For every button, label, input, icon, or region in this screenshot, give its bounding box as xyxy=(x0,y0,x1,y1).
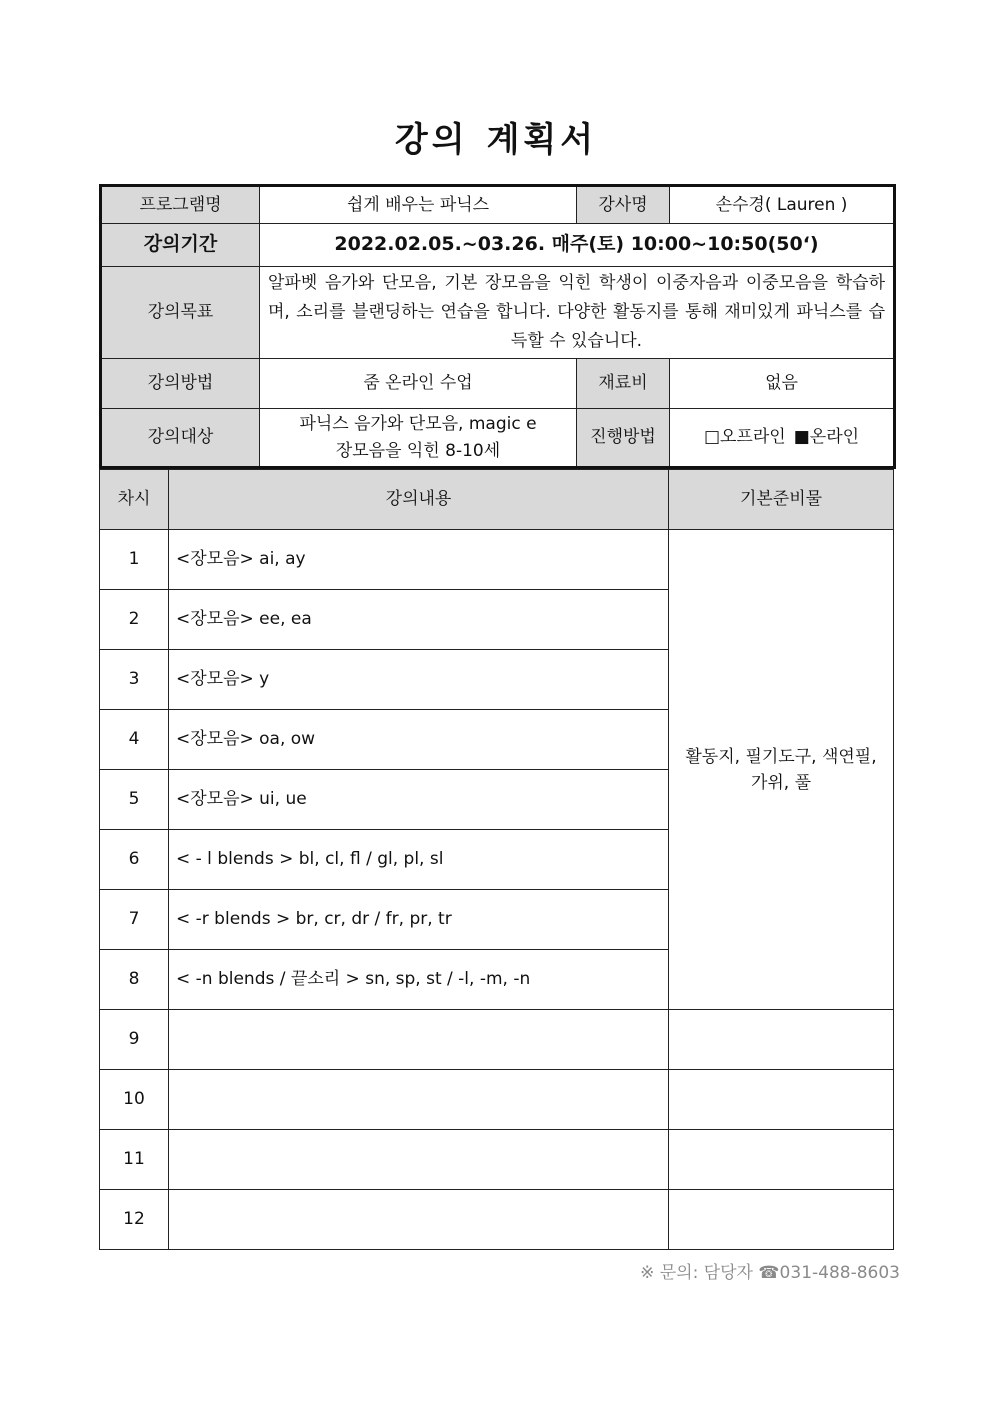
session-materials xyxy=(669,1010,894,1070)
session-header: 차시 xyxy=(100,470,169,530)
instructor-value: 손수경( Lauren ) xyxy=(670,186,895,224)
materials-line-1: 활동지, 필기도구, 색연필, xyxy=(685,746,877,767)
info-row-target xyxy=(101,409,895,468)
mode-value xyxy=(670,409,895,468)
fee-label: 재료비 xyxy=(577,359,670,409)
title-word-1: 강의 xyxy=(394,120,469,160)
info-row-period xyxy=(101,224,895,267)
fee-value: 없음 xyxy=(670,359,895,409)
session-content: <장모음> y xyxy=(169,650,669,710)
target-label: 강의대상 xyxy=(101,409,260,468)
document-title xyxy=(0,112,992,161)
goal-label: 강의목표 xyxy=(101,267,260,359)
mode-online: 온라인 xyxy=(809,427,860,448)
session-content: <장모음> oa, ow xyxy=(169,710,669,770)
schedule-table xyxy=(99,469,894,1250)
session-content xyxy=(169,1190,669,1250)
session-number: 7 xyxy=(100,890,169,950)
session-content xyxy=(169,1130,669,1190)
info-row-program xyxy=(101,186,895,224)
checked-box-icon: ■ xyxy=(793,427,810,448)
schedule-row xyxy=(100,1190,894,1250)
info-row-method xyxy=(101,359,895,409)
course-info-table xyxy=(99,184,896,469)
session-number: 9 xyxy=(100,1010,169,1070)
schedule-header-row xyxy=(100,470,894,530)
session-number: 12 xyxy=(100,1190,169,1250)
mode-label: 진행방법 xyxy=(577,409,670,468)
session-number: 2 xyxy=(100,590,169,650)
method-value: 줌 온라인 수업 xyxy=(260,359,577,409)
session-materials xyxy=(669,1190,894,1250)
period-label: 강의기간 xyxy=(101,224,260,267)
session-number: 8 xyxy=(100,950,169,1010)
session-number: 1 xyxy=(100,530,169,590)
session-content xyxy=(169,1070,669,1130)
schedule-row xyxy=(100,530,894,590)
session-materials xyxy=(669,1070,894,1130)
session-content: < - l blends > bl, cl, fl / gl, pl, sl xyxy=(169,830,669,890)
session-content: < -r blends > br, cr, dr / fr, pr, tr xyxy=(169,890,669,950)
mode-offline: 오프라인 xyxy=(720,427,786,448)
materials-header: 기본준비물 xyxy=(669,470,894,530)
session-content xyxy=(169,1010,669,1070)
materials-cell xyxy=(669,530,894,1010)
method-label: 강의방법 xyxy=(101,359,260,409)
materials-line-2: 가위, 풀 xyxy=(750,772,812,793)
target-line-2: 장모음을 익힌 8-10세 xyxy=(335,440,501,461)
schedule-row xyxy=(100,1130,894,1190)
session-number: 4 xyxy=(100,710,169,770)
period-value: 2022.02.05.~03.26. 매주(토) 10:00~10:50(50‘) xyxy=(260,224,895,267)
instructor-label: 강사명 xyxy=(577,186,670,224)
program-value: 쉽게 배우는 파닉스 xyxy=(260,186,577,224)
content-header: 강의내용 xyxy=(169,470,669,530)
schedule-row xyxy=(100,1010,894,1070)
info-row-goal xyxy=(101,267,895,359)
target-value xyxy=(260,409,577,468)
session-content: <장모음> ai, ay xyxy=(169,530,669,590)
session-number: 5 xyxy=(100,770,169,830)
unchecked-box-icon: □ xyxy=(703,427,720,448)
program-label: 프로그램명 xyxy=(101,186,260,224)
session-number: 11 xyxy=(100,1130,169,1190)
session-materials xyxy=(669,1130,894,1190)
schedule-row xyxy=(100,1070,894,1130)
session-number: 10 xyxy=(100,1070,169,1130)
title-word-2: 계획서 xyxy=(486,120,598,160)
contact-note: ※ 문의: 담당자 ☎031-488-8603 xyxy=(640,1263,900,1283)
goal-value: 알파벳 음가와 단모음, 기본 장모음을 익힌 학생이 이중자음과 이중모음을 학습하며, 소리를 블랜딩하는 연습을 합니다. 다양한 활동지를 통해 재미있게 파닉스를 습득할 수 있습니다. xyxy=(260,267,895,359)
session-number: 6 xyxy=(100,830,169,890)
session-number: 3 xyxy=(100,650,169,710)
session-content: <장모음> ui, ue xyxy=(169,770,669,830)
session-content: <장모음> ee, ea xyxy=(169,590,669,650)
target-line-1: 파닉스 음가와 단모음, magic e xyxy=(299,414,537,435)
session-content: < -n blends / 끝소리 > sn, sp, st / -l, -m, -n xyxy=(169,950,669,1010)
